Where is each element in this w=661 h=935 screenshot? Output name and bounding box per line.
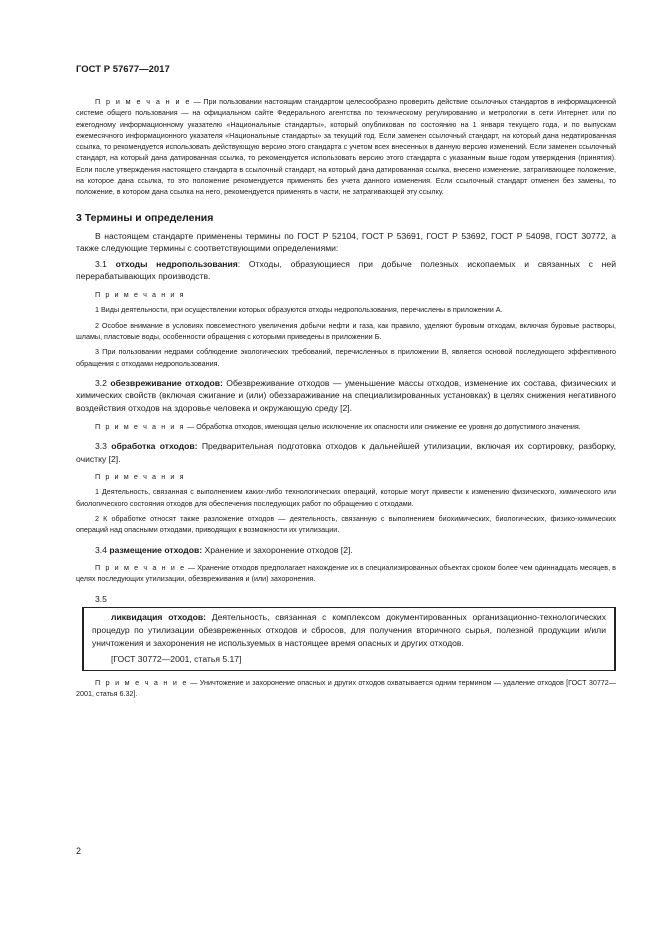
term-3-4 xyxy=(76,544,616,557)
page-number: 2 xyxy=(76,846,82,856)
term-number: 3.3 xyxy=(95,440,112,451)
term-note xyxy=(76,677,616,700)
note-item: 1 Деятельность, связанная с выполнением каких-либо технологических операций, которые могут привести к изменению физического, химического или биологического состояния отходов для обеспечения последующих работ по обращению с отходами. xyxy=(76,487,616,508)
term-source: [ГОСТ 30772—2001, статья 5.17] xyxy=(111,654,242,665)
note-text: — Обработка отходов, имеющая целью исключение их опасности или снижение ее уровня до допустимого значения. xyxy=(185,421,581,431)
term-name: обработка отходов: xyxy=(111,440,198,451)
term-definition: : Отходы, образующиеся при добыче полезных ископаемых и связанных с ней перерабатывающих производств. xyxy=(76,258,616,282)
term-3-5 xyxy=(92,611,606,649)
term-3-2 xyxy=(76,377,616,415)
notes-label: П р и м е ч а н и я xyxy=(95,290,186,300)
term-definition: Деятельность, связанная с комплексом документированных организационно-технологических процедур по утилизации обезвреженных отходов и сбросов, для получения вторичного сырья, полезной продукции и/или уничтожения и захоронения не используемых в настоящее время опасных и других отходов. xyxy=(92,612,607,648)
term-definition: Обезвреживание отходов — уменьшение массы отходов, изменение их состава, физических и химических свойств (включая сжигание и (или) обеззараживание на специализированных установках) в целях снижения негативного воздействия отходов на здоровье человека и окружающую среду [2]. xyxy=(76,377,616,414)
note-text: — При пользовании настоящим стандартом целесообразно проверить действие ссылочных стандартов в информационной системе общего пользования — на официальном сайте Федерального агентства по техническому регулированию и метрологии в сети Интернет или по ежегодному информационному указателю «Национальные стандарты», который опубликован по состоянию на 1 января текущего года, и по выпускам ежемесячного информационного указателя «Национальные стандарты» за текущий год. Если заменен ссылочный стандарт, на который дана недатированная ссылка, то рекомендуется использовать действующую версию этого стандарта с учетом всех внесенных в данную версию изменений. Если заменен ссылочный стандарт, на который дана датированная ссылка, то рекомендуется использовать версию этого стандарта с указанным выше годом утверждения (принятия). Если после утверждения настоящего стандарта в ссылочный стандарт, на который дана датированная ссылка, внесено изменение, затрагивающее положение, на которое дана ссылка, то это положение рекомендуется применять без учета данного изменения. Если ссылочный стандарт отменен без замены, то положение, в котором дана ссылка на него, рекомендуется применять в части, не затрагивающей эту ссылку. xyxy=(76,97,616,197)
term-number: 3.2 xyxy=(95,377,111,388)
term-name: отходы недропользования xyxy=(115,258,238,269)
section-intro: В настоящем стандарте применены термины по ГОСТ Р 52104, ГОСТ Р 53691, ГОСТ Р 53692, ГОСТ Р 54098, ГОСТ 30772, а также следующие термины с соответствующими определениями: xyxy=(76,230,616,254)
term-note xyxy=(76,562,616,585)
term-name: обезвреживание отходов: xyxy=(110,377,223,388)
term-3-1 xyxy=(76,258,616,283)
section-title: 3 Термины и определения xyxy=(76,211,214,224)
note-label: П р и м е ч а н и е xyxy=(95,97,191,106)
page-content xyxy=(76,96,616,699)
note-text: — Хранение отходов предполагает нахождение их в специализированных объектах сроком более чем одиннадцать месяцев, в целях последующих утилизации, обезвреживания и (или) захоронения. xyxy=(76,563,616,584)
intro-note xyxy=(76,96,616,198)
note-item: 2 Особое внимание в условиях повсеместного увеличения добычи нефти и газа, как правило, уделяют буровым отходам, включая буровые растворы, шламы, пластовые воды, особенности обращения с которыми приведены в приложении Б. xyxy=(76,320,616,341)
note-item: 2 К обработке относят также разложение отходов — деятельность, связанную с выполнением биохимических, биологических, физико-химических операций над опасными отходами, приводящих к возможности их утилизации. xyxy=(76,513,616,535)
note-label: П р и м е ч а н и е xyxy=(95,677,188,687)
note-item: 3 При пользовании недрами соблюдение экологических требований, перечисленных в приложении В, является основой последующего эффективного обращения с отходами недропользования. xyxy=(76,347,616,368)
term-number: 3.5 xyxy=(95,593,107,604)
term-name: ликвидация отходов: xyxy=(111,612,207,623)
quoted-term-box xyxy=(82,607,616,670)
note-item: 1 Виды деятельности, при осуществлении которых образуются отходы недропользования, перечислены в приложении А. xyxy=(95,305,503,315)
term-3-3 xyxy=(76,440,616,465)
note-label: П р и м е ч а н и я xyxy=(95,421,186,431)
notes-label: П р и м е ч а н и я xyxy=(95,472,186,482)
term-number: 3.1 xyxy=(95,258,116,269)
note-label: П р и м е ч а н и е xyxy=(95,563,186,573)
document-header: ГОСТ Р 57677—2017 xyxy=(76,64,170,75)
term-number: 3.4 xyxy=(95,544,110,555)
term-note xyxy=(76,421,616,432)
term-name: размещение отходов: xyxy=(109,544,203,555)
term-definition: Предварительная подготовка отходов к дальнейшей утилизации, включая их сортировку, разборку, очистку [2]. xyxy=(76,440,616,464)
note-text: — Уничтожение и захоронение опасных и других отходов охватывается одним термином — удаление отходов [ГОСТ 30772—2001, статья 6.32]. xyxy=(76,677,616,699)
term-definition: Хранение и захоронение отходов [2]. xyxy=(202,544,353,555)
